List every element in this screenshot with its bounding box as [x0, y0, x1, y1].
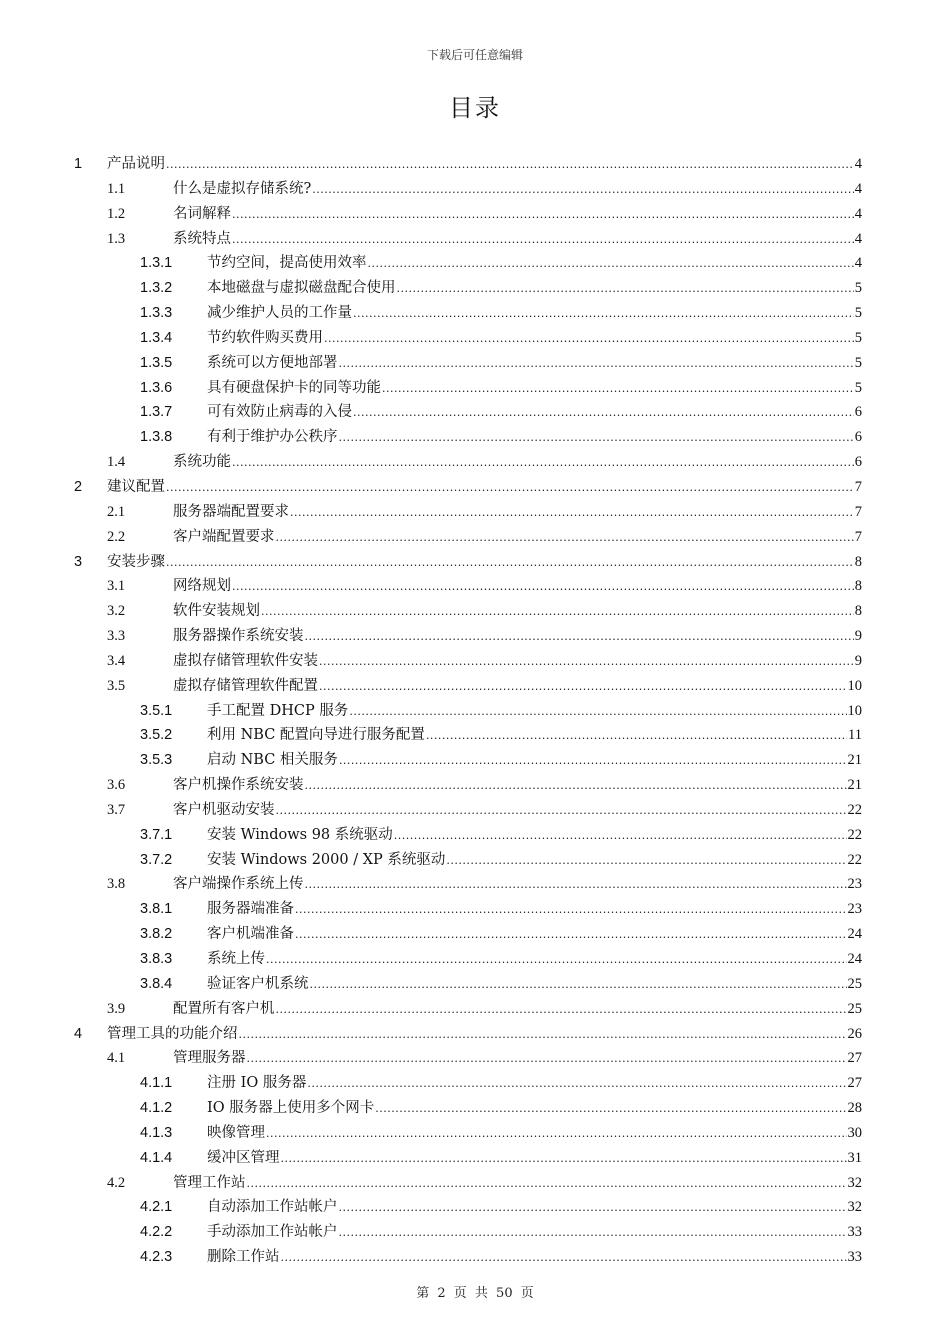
toc-dot-leader [239, 1023, 847, 1048]
toc-dot-leader [310, 973, 847, 998]
toc-entry[interactable] [72, 1046, 862, 1071]
toc-entry[interactable] [72, 500, 862, 525]
toc-entry-label: 客户机驱动安装 [173, 801, 275, 818]
toc-entry-label: 系统特点 [173, 230, 231, 247]
toc-entry-number: 1.3 [107, 230, 126, 247]
toc-entry[interactable] [72, 773, 862, 798]
toc-entry-label: 客户机端准备 [207, 926, 294, 943]
toc-entry-number: 1.3.7 [140, 404, 173, 421]
toc-entry-page: 26 [847, 1025, 862, 1042]
toc-entry-page: 5 [854, 329, 862, 346]
toc-dot-leader [281, 1147, 847, 1172]
toc-entry-number: 3.7.2 [140, 851, 173, 868]
toc-entry[interactable] [72, 624, 862, 649]
toc-dot-leader [312, 178, 853, 203]
toc-entry-page: 21 [847, 752, 862, 769]
toc-entry-label: 网络规划 [173, 578, 231, 595]
toc-entry-page: 4 [854, 180, 862, 197]
toc-entry-page: 22 [847, 801, 862, 818]
toc-entry-number: 1.3.1 [140, 255, 173, 272]
toc-entry[interactable] [72, 823, 862, 848]
toc-entry[interactable] [72, 947, 862, 972]
toc-entry-page: 31 [847, 1149, 862, 1166]
toc-dot-leader [305, 873, 847, 898]
toc-entry-label: 服务器操作系统安装 [173, 628, 304, 645]
toc-entry[interactable] [72, 872, 862, 897]
toc-dot-leader [446, 849, 846, 874]
toc-entry[interactable] [72, 848, 862, 873]
toc-entry-page: 7 [854, 478, 862, 495]
toc-entry-number: 1.3.4 [140, 329, 173, 346]
toc-dot-leader [426, 724, 847, 749]
toc-entry-page: 22 [847, 851, 862, 868]
toc-entry[interactable] [72, 599, 862, 624]
toc-entry-label: 映像管理 [207, 1124, 265, 1141]
toc-entry[interactable] [72, 550, 862, 575]
toc-entry-page: 23 [847, 876, 862, 893]
toc-entry-number: 3 [74, 553, 83, 570]
toc-entry-number: 3.1 [107, 578, 126, 595]
toc-dot-leader [290, 501, 854, 526]
toc-entry[interactable] [72, 400, 862, 425]
toc-entry[interactable] [72, 1121, 862, 1146]
toc-dot-leader [166, 476, 854, 501]
toc-entry-label: 本地磁盘与虚拟磁盘配合使用 [207, 280, 396, 297]
toc-dot-leader [382, 377, 854, 402]
toc-entry-page: 6 [854, 429, 862, 446]
toc-entry[interactable] [72, 1071, 862, 1096]
toc-entry[interactable] [72, 1146, 862, 1171]
toc-entry[interactable] [72, 202, 862, 227]
toc-entry[interactable] [72, 351, 862, 376]
toc-entry-page: 5 [854, 305, 862, 322]
toc-entry-label: 自动添加工作站帐户 [207, 1199, 338, 1216]
toc-entry[interactable] [72, 723, 862, 748]
toc-entry-label: 什么是虚拟存储系统? [173, 180, 312, 197]
toc-entry-number: 3.7 [107, 801, 126, 818]
toc-dot-leader [281, 1246, 847, 1271]
toc-entry-page: 24 [847, 951, 862, 967]
toc-entry-number: 3.5 [107, 677, 126, 694]
toc-entry[interactable] [72, 1195, 862, 1220]
toc-entry-page: 5 [854, 379, 862, 396]
toc-entry-number: 2.1 [107, 503, 126, 520]
toc-entry-label: 管理工作站 [173, 1174, 246, 1191]
toc-entry-label: 系统功能 [173, 454, 231, 471]
toc-dot-leader [305, 774, 847, 799]
toc-entry-page: 23 [847, 901, 862, 918]
toc-dot-leader [319, 675, 847, 700]
toc-entry-page: 30 [847, 1124, 862, 1141]
toc-dot-leader [324, 327, 854, 352]
toc-entry-page: 4 [854, 230, 862, 247]
toc-entry-label: 产品说明 [107, 156, 165, 172]
toc-entry[interactable] [72, 177, 862, 202]
toc-entry-label: 可有效防止病毒的入侵 [207, 404, 352, 421]
toc-entry-label: 利用 NBC 配置向导进行服务配置 [207, 727, 425, 744]
toc-entry-page: 28 [847, 1100, 862, 1117]
toc-entry-label: 删除工作站 [207, 1249, 280, 1266]
toc-entry-label: 配置所有客户机 [173, 1000, 275, 1017]
toc-entry[interactable] [72, 748, 862, 773]
toc-entry-label: 客户端配置要求 [173, 528, 275, 545]
toc-entry-number: 2.2 [107, 528, 126, 545]
toc-entry-label: 节约空间，提高使用效率 [207, 255, 367, 272]
toc-entry-number: 1.4 [107, 454, 126, 471]
toc-dot-leader [266, 948, 847, 973]
toc-entry-number: 1.3.2 [140, 280, 173, 297]
toc-entry[interactable] [72, 1022, 862, 1047]
toc-entry-page: 9 [854, 628, 862, 645]
toc-entry-number: 4.1.3 [140, 1124, 173, 1141]
toc-entry[interactable] [72, 798, 862, 823]
toc-entry-page: 5 [854, 280, 862, 297]
toc-entry-label: 缓冲区管理 [207, 1149, 280, 1166]
toc-entry-number: 3.3 [107, 628, 126, 645]
toc-entry-page: 27 [847, 1075, 862, 1092]
toc-entry[interactable] [72, 276, 862, 301]
toc-dot-leader [247, 1047, 847, 1072]
toc-dot-leader [266, 1122, 847, 1147]
toc-dot-leader [166, 551, 854, 576]
toc-entry-number: 1.3.8 [140, 429, 173, 446]
toc-dot-leader [295, 923, 847, 948]
toc-entry-page: 32 [847, 1174, 862, 1191]
toc-entry-number: 3.5.1 [140, 702, 173, 719]
toc-entry-number: 4.2.2 [140, 1224, 173, 1241]
toc-dot-leader [339, 1196, 847, 1221]
toc-entry-label: 管理服务器 [173, 1050, 246, 1067]
toc-entry[interactable] [72, 972, 862, 997]
toc-entry-page: 25 [847, 1000, 862, 1017]
toc-entry-label: 安装 Windows 98 系统驱动 [207, 826, 393, 843]
toc-entry-number: 3.8.2 [140, 926, 173, 943]
toc-entry-label: 软件安装规划 [173, 603, 260, 620]
toc-entry-label: 有利于维护办公秩序 [207, 429, 338, 446]
toc-entry-label: 建议配置 [107, 478, 165, 495]
toc-entry-page: 27 [847, 1050, 862, 1067]
toc-entry-number: 3.7.1 [140, 826, 173, 843]
toc-entry-number: 4 [74, 1025, 83, 1042]
toc-entry-page: 7 [854, 528, 862, 545]
toc-entry-number: 1.3.6 [140, 379, 173, 396]
toc-dot-leader [232, 203, 854, 228]
toc-entry-page: 25 [847, 975, 862, 992]
toc-entry-page: 24 [847, 926, 862, 943]
toc-entry-label: 客户机操作系统安装 [173, 777, 304, 794]
toc-entry-label: 服务器端准备 [207, 901, 294, 918]
toc-entry-label: 名词解释 [173, 205, 231, 222]
toc-entry[interactable] [72, 1220, 862, 1245]
toc-dot-leader [339, 749, 847, 774]
toc-dot-leader [307, 1072, 846, 1097]
toc-entry-page: 22 [847, 826, 862, 843]
toc-entry-number: 3.5.3 [140, 752, 173, 769]
toc-entry-number: 4.1.2 [140, 1100, 173, 1117]
toc-entry-number: 3.5.2 [140, 727, 173, 744]
toc-entry-label: 系统可以方便地部署 [207, 354, 338, 371]
toc-entry-label: 手工配置 DHCP 服务 [207, 702, 349, 719]
toc-entry-number: 3.6 [107, 777, 126, 794]
toc-dot-leader [339, 1221, 847, 1246]
toc-entry-page: 7 [854, 503, 862, 520]
toc-entry-number: 1.3.3 [140, 305, 173, 322]
toc-entry-page: 4 [854, 255, 862, 272]
toc-dot-leader [305, 625, 854, 650]
toc-entry-page: 6 [854, 404, 862, 421]
toc-entry-number: 1.3.5 [140, 354, 173, 371]
toc-dot-leader [166, 153, 854, 178]
page-footer: 第 2 页 共 50 页 [416, 1286, 534, 1301]
toc-entry[interactable] [72, 525, 862, 550]
toc-entry-label: 手动添加工作站帐户 [207, 1224, 338, 1241]
toc-entry-label: 虚拟存储管理软件安装 [173, 652, 318, 669]
toc-entry-page: 21 [847, 777, 862, 794]
toc-entry[interactable] [72, 251, 862, 276]
toc-entry[interactable] [72, 450, 862, 475]
toc-entry-number: 3.8.3 [140, 951, 173, 967]
toc-entry[interactable] [72, 699, 862, 724]
toc-dot-leader [276, 799, 847, 824]
toc-entry-page: 8 [854, 553, 862, 570]
toc-entry-number: 2 [74, 478, 83, 495]
toc-entry-label: 注册 IO 服务器 [207, 1075, 307, 1092]
toc-dot-leader [232, 575, 854, 600]
toc-entry[interactable] [72, 425, 862, 450]
toc-entry-number: 4.1.1 [140, 1075, 173, 1092]
toc-entry-number: 4.1 [107, 1050, 126, 1067]
toc-dot-leader [397, 277, 854, 302]
toc-entry-label: 系统上传 [207, 951, 265, 967]
toc-entry-page: 8 [854, 578, 862, 595]
toc-entry-number: 4.1.4 [140, 1149, 173, 1166]
toc-entry-page: 9 [854, 652, 862, 669]
toc-entry[interactable] [72, 1171, 862, 1196]
toc-title: 目录 [449, 94, 501, 122]
toc-dot-leader [295, 898, 847, 923]
toc-entry[interactable] [72, 997, 862, 1022]
toc-dot-leader [232, 228, 854, 253]
toc-entry[interactable] [72, 227, 862, 252]
toc-dot-leader [339, 352, 854, 377]
toc-entry-number: 4.2 [107, 1174, 126, 1191]
toc-entry-page: 6 [854, 454, 862, 471]
toc-dot-leader [319, 650, 854, 675]
table-of-contents [72, 152, 862, 1270]
toc-entry[interactable] [72, 152, 862, 177]
toc-dot-leader [339, 426, 854, 451]
toc-entry-page: 4 [854, 205, 862, 222]
toc-entry-number: 3.2 [107, 603, 126, 620]
toc-entry-number: 1.2 [107, 205, 126, 222]
toc-entry[interactable] [72, 649, 862, 674]
toc-dot-leader [232, 451, 854, 476]
toc-entry-page: 4 [854, 156, 862, 172]
toc-entry[interactable] [72, 326, 862, 351]
toc-dot-leader [368, 252, 854, 277]
toc-entry[interactable] [72, 301, 862, 326]
toc-entry[interactable] [72, 1096, 862, 1121]
toc-entry-number: 4.2.1 [140, 1199, 173, 1216]
toc-dot-leader [375, 1097, 846, 1122]
toc-entry-label: 服务器端配置要求 [173, 503, 289, 520]
toc-entry-label: 减少维护人员的工作量 [207, 305, 352, 322]
toc-entry-page: 32 [847, 1199, 862, 1216]
toc-entry-label: 具有硬盘保护卡的同等功能 [207, 379, 381, 396]
toc-entry-page: 8 [854, 603, 862, 620]
toc-entry[interactable] [72, 897, 862, 922]
toc-entry[interactable] [72, 376, 862, 401]
toc-entry-page: 10 [847, 677, 862, 694]
toc-entry-number: 3.4 [107, 652, 126, 669]
toc-entry-page: 5 [854, 354, 862, 371]
toc-entry-page: 11 [848, 727, 862, 744]
toc-entry-label: 验证客户机系统 [207, 975, 309, 992]
toc-dot-leader [353, 401, 854, 426]
toc-entry[interactable] [72, 922, 862, 947]
page-header: 下载后可任意编辑 [426, 48, 523, 62]
toc-entry[interactable] [72, 674, 862, 699]
toc-entry-label: IO 服务器上使用多个网卡 [207, 1100, 375, 1117]
toc-entry-label: 安装步骤 [107, 553, 165, 570]
toc-dot-leader [276, 998, 847, 1023]
toc-entry-number: 3.8 [107, 876, 126, 893]
toc-dot-leader [276, 526, 854, 551]
toc-entry-number: 3.8.4 [140, 975, 173, 992]
toc-entry-page: 10 [847, 702, 862, 719]
toc-entry[interactable] [72, 475, 862, 500]
toc-entry-number: 4.2.3 [140, 1249, 173, 1266]
toc-entry-label: 节约软件购买费用 [207, 329, 323, 346]
toc-entry-number: 1.1 [107, 180, 126, 197]
toc-entry-label: 虚拟存储管理软件配置 [173, 677, 318, 694]
toc-entry[interactable] [72, 574, 862, 599]
toc-entry-page: 33 [847, 1249, 862, 1266]
toc-entry-number: 1 [74, 156, 83, 172]
toc-dot-leader [353, 302, 854, 327]
toc-entry-number: 3.9 [107, 1000, 126, 1017]
toc-dot-leader [247, 1172, 847, 1197]
toc-entry-number: 3.8.1 [140, 901, 173, 918]
toc-dot-leader [394, 824, 847, 849]
toc-dot-leader [349, 700, 846, 725]
toc-entry-label: 客户端操作系统上传 [173, 876, 304, 893]
toc-entry-label: 启动 NBC 相关服务 [207, 752, 338, 769]
toc-entry-label: 管理工具的功能介绍 [107, 1025, 238, 1042]
toc-entry-page: 33 [847, 1224, 862, 1241]
toc-dot-leader [261, 600, 854, 625]
toc-entry[interactable] [72, 1245, 862, 1270]
toc-entry-label: 安装 Windows 2000 / XP 系统驱动 [207, 851, 446, 868]
